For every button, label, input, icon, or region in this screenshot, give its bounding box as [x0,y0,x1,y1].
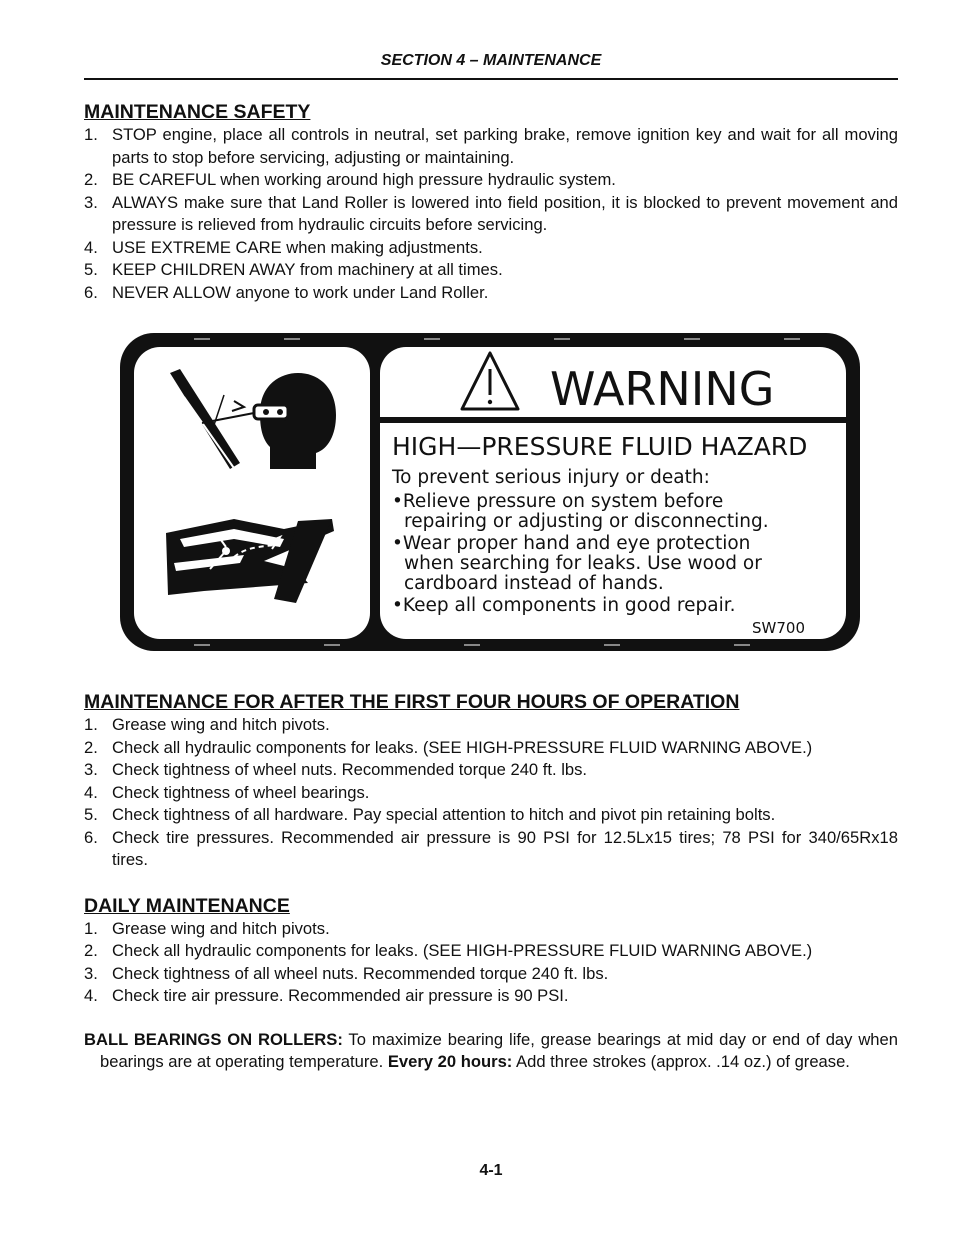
list-item-number: 1. [84,918,98,938]
list-item-text: Check all hydraulic components for leaks. (SEE HIGH-PRESSURE FLUID WARNING ABOVE.) [112,941,813,960]
list-item-number: 2. [84,737,98,757]
daily-maintenance-heading: DAILY MAINTENANCE [84,894,290,917]
every-20-hours-label: Every 20 hours: [387,1052,513,1071]
list-item-text: Check tightness of all hardware. Pay special attention to hitch and pivot pin retaining bolts. [112,805,776,824]
list-item-number: 3. [84,963,98,983]
list-item-text: Check tightness of wheel nuts. Recommended torque 240 ft. lbs. [112,760,588,779]
hazard-line-4: when searching for leaks. Use wood or [404,553,762,574]
list-item [84,282,898,305]
warning-signal-word: WARNING [550,362,775,416]
list-item [84,804,898,827]
list-item-number: 4. [84,782,98,802]
header-divider [380,417,846,423]
page-number: 4-1 [479,1162,503,1179]
list-item-text: Check all hydraulic components for leaks. (SEE HIGH-PRESSURE FLUID WARNING ABOVE.) [112,737,813,757]
list-item-text: ALWAYS make sure that Land Roller is lowered into field position, it is blocked to prevent movement and pressure is relieved from hydraulic circuits before servicing. [112,192,898,234]
decal-code: SW700 [752,619,805,637]
list-item [84,827,898,872]
hazard-line-5: cardboard instead of hands. [404,573,664,594]
warning-decal [84,333,898,653]
list-item [84,124,898,169]
list-item-text: BE CAREFUL when working around high pressure hydraulic system. [112,170,616,189]
list-item-text: NEVER ALLOW anyone to work under Land Roller. [112,282,489,302]
list-item-number: 3. [84,760,98,779]
list-item [84,985,898,1008]
list-item-number: 6. [84,282,98,302]
list-item [84,963,898,986]
list-item-number: 2. [84,941,98,960]
list-item-text: Grease wing and hitch pivots. [112,918,330,938]
hazard-line-6: •Keep all components in good repair. [392,595,736,616]
hazard-line-3: •Wear proper hand and eye protection [392,533,751,554]
list-item-text: Grease wing and hitch pivots. [112,715,330,734]
list-item [84,714,898,737]
safety-heading: MAINTENANCE SAFETY [84,101,311,123]
hazard-line-1: •Relieve pressure on system before [392,491,724,512]
list-item-number: 3. [84,192,98,212]
list-item-text: Check tightness of wheel bearings. [112,782,370,802]
pictogram-panel [134,347,370,639]
list-item-number: 4. [84,237,98,257]
safety-list [84,124,898,304]
list-item [84,918,898,941]
list-item [84,940,898,963]
list-item-text: USE EXTREME CARE when making adjustments. [112,237,483,257]
daily-maintenance-list [84,918,898,1008]
warning-decal-graphic [84,333,898,653]
ball-bearings-note [84,1029,898,1074]
list-item-text: Check tightness of all wheel nuts. Recommended torque 240 ft. lbs. [112,963,609,983]
list-item [84,737,898,760]
section-header: SECTION 4 – MAINTENANCE [380,52,602,69]
ball-bearings-text-1: To maximize bearing life, grease bearings at mid day or end of day when bearings are at operating temperature. [100,1029,898,1071]
list-item [84,192,898,237]
list-item-number: 1. [84,125,98,144]
first-four-hours-heading: MAINTENANCE FOR AFTER THE FIRST FOUR HOURS OF OPERATION [84,691,740,713]
list-item [84,169,898,192]
list-item-number: 1. [84,715,98,734]
ball-bearings-label: BALL BEARINGS ON ROLLERS: [84,1029,343,1049]
list-item-number: 4. [84,986,98,1005]
list-item-text: Check tire air pressure. Recommended air pressure is 90 PSI. [112,986,569,1005]
hazard-intro: To prevent serious injury or death: [392,467,710,488]
list-item [84,782,898,805]
list-item-text: KEEP CHILDREN AWAY from machinery at all times. [112,260,503,279]
ball-bearings-text-2: Add three strokes (approx. .14 oz.) of grease. [512,1052,850,1071]
list-item-text: Check tire pressures. Recommended air pressure is 90 PSI for 12.5Lx15 tires; 78 PSI for 340/65Rx18 tires. [112,827,898,869]
list-item [84,259,898,282]
list-item [84,759,898,782]
header-rule [84,78,898,80]
list-item [84,237,898,260]
list-item-number: 6. [84,827,98,847]
list-item-number: 2. [84,170,98,189]
list-item-text: STOP engine, place all controls in neutral, set parking brake, remove ignition key and wait for all moving parts to stop before servicing, adjusting or maintaining. [112,125,898,167]
page-content [84,100,898,1090]
hazard-line-2: repairing or adjusting or disconnecting. [404,511,769,532]
list-item-number: 5. [84,805,98,824]
hazard-title: HIGH—PRESSURE FLUID HAZARD [392,432,808,461]
list-item-number: 5. [84,260,98,279]
first-four-hours-list [84,714,898,872]
